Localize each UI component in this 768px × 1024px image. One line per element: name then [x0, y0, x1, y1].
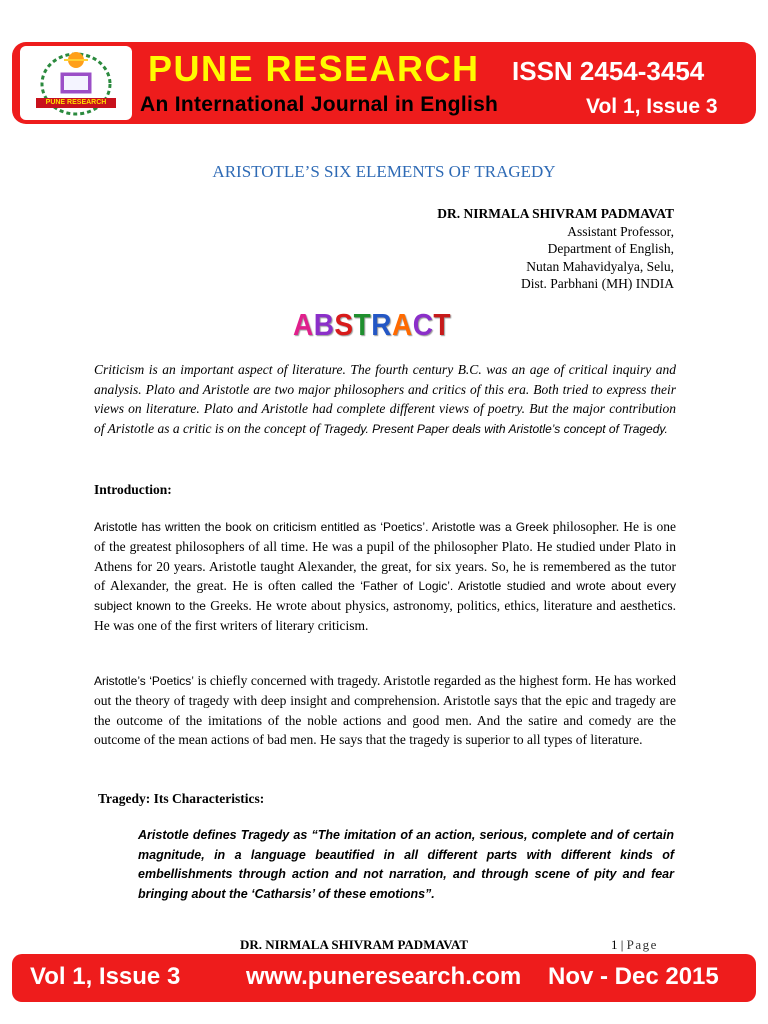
abstract-paragraph — [94, 360, 676, 440]
author-name: DR. NIRMALA SHIVRAM PADMAVAT — [437, 206, 674, 221]
author-location: Dist. Parbhani (MH) INDIA — [521, 276, 674, 291]
intro-text-segment: Aristotle has written the book on criticism entitled as ‘Poetics’. Aristotle was a Greek — [94, 520, 549, 534]
intro-text-segment: philosopher. He is one of the greatest philosophers of all time. He was a pupil of the philosopher Plato. He studied under Plato in Athens for 20 years. Aristotle taught Alexander, the great, for six years. So, he is remembered as the tutor of Alexander, the great. He is often — [94, 519, 676, 593]
tragedy-definition-quote: Aristotle defines Tragedy as “The imitation of an action, serious, complete and of certain magnitude, in a language beautified in all different parts with different kinds of embellishments through action and not narration, and through scene of pity and fear bringing about the ‘Catharsis’ of these emotions”. — [138, 828, 674, 902]
footer-website: www.puneresearch.com — [246, 963, 522, 990]
article-title: ARISTOTLE’S SIX ELEMENTS OF TRAGEDY — [212, 162, 556, 181]
abstract-letter: T — [433, 307, 452, 342]
characteristics-heading: Tragedy: Its Characteristics: — [98, 791, 265, 806]
abstract-letter: A — [391, 307, 413, 342]
author-college: Nutan Mahavidyalya, Selu, — [526, 258, 674, 274]
page-separator: | — [617, 937, 627, 952]
author-affiliation — [437, 205, 674, 293]
author-position: Assistant Professor, — [567, 223, 674, 239]
logo-caption: PUNE RESEARCH — [36, 98, 116, 108]
intro-text-segment: is chiefly concerned with tragedy. Aristotle regarded as the highest form. He has worked out the theory of tragedy with deep insight and comprehension. Aristotle says that the epic and tragedy are the outcome of the imitations of the noble actions and good men. And the satire and comedy are the outcome of the mean actions of bad men. He says that the tragedy is superior to all types of literature. — [94, 673, 676, 747]
page-number-value: 1 — [611, 937, 618, 952]
abstract-closing-text: Tragedy. Present Paper deals with Aristotle’s concept of Tragedy. — [323, 422, 668, 437]
footer-date: Nov - Dec 2015 — [548, 963, 719, 990]
introduction-heading: Introduction: — [94, 482, 172, 497]
abstract-letter: S — [334, 307, 354, 342]
introduction-paragraph-2 — [94, 671, 676, 749]
journal-logo — [20, 46, 132, 120]
abstract-heading — [0, 308, 744, 342]
introduction-paragraph-1 — [94, 517, 676, 636]
header-volume-issue: Vol 1, Issue 3 — [586, 95, 718, 118]
intro-text-segment: Greeks. He wrote about physics, astronomy, politics, ethics, literature and aesthetics. He was one of the first writers of literary criticism. — [94, 598, 676, 634]
footer-volume-issue: Vol 1, Issue 3 — [30, 963, 181, 990]
abstract-letter: R — [371, 307, 392, 342]
intro-text-segment: Aristotle’s ‘Poetics’ — [94, 674, 194, 688]
abstract-main-text: Criticism is an important aspect of literature. The fourth century B.C. was an age of critical inquiry and analysis. Plato and Aristotle are two major philosophers and critics of this era. Both tried to express their views on literature. Plato and Aristotle had complete different views of poetry. But the major contribution of Aristotle as a critic is on the concept of — [94, 362, 676, 437]
abstract-letter: A — [292, 307, 314, 342]
abstract-letter: T — [353, 307, 372, 342]
page-label: Page — [626, 937, 658, 952]
page-number — [611, 937, 658, 953]
footer-author: DR. NIRMALA SHIVRAM PADMAVAT — [240, 937, 468, 952]
abstract-letter: B — [313, 307, 335, 342]
journal-tagline: An International Journal in English — [140, 93, 499, 116]
journal-name: PUNE RESEARCH — [148, 48, 480, 89]
issn-number: ISSN 2454-3454 — [512, 56, 705, 86]
intro-text-segment: called the ‘Father of Logic’. Aristotle studied and wrote about every subject known to the — [94, 578, 677, 614]
author-department: Department of English, — [547, 241, 674, 256]
abstract-letter: C — [412, 307, 434, 342]
